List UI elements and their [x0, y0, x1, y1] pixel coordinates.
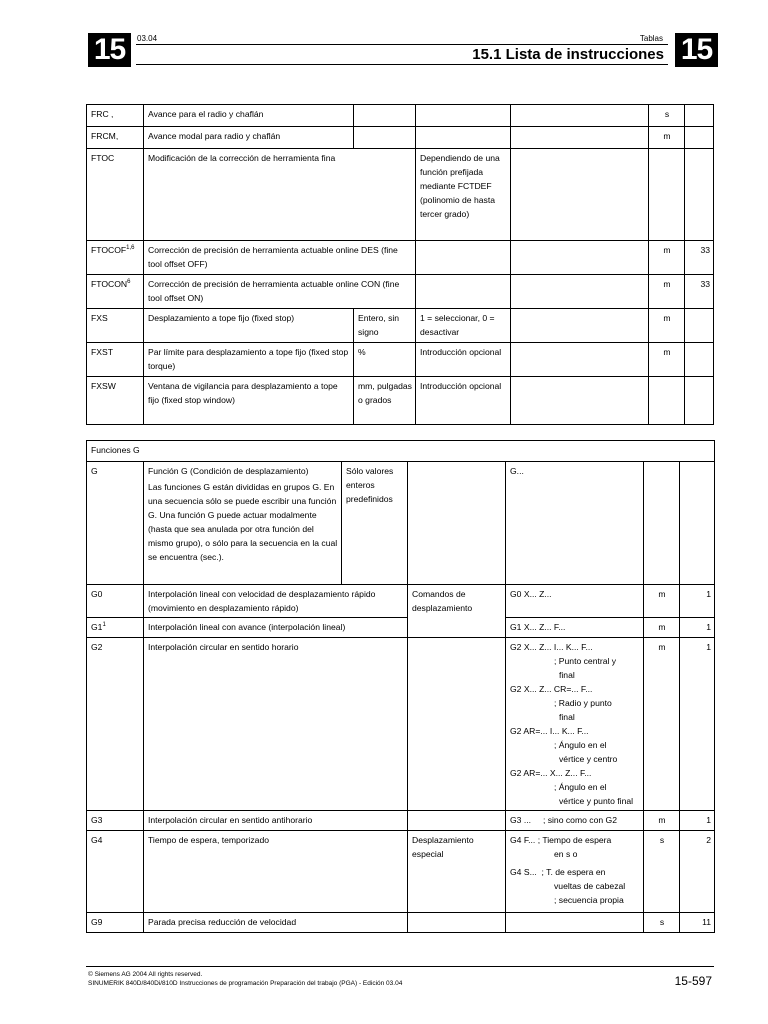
- instruction-prop: m: [644, 618, 680, 638]
- table-row: [87, 275, 714, 309]
- instruction-desc: Ventana de vigilancia para desplazamiento a tope fijo (fixed stop window): [144, 377, 354, 425]
- instruction-prop: m: [649, 241, 685, 275]
- instruction-name: G0: [87, 585, 144, 618]
- instruction-name: FXST: [87, 343, 144, 377]
- instruction-info: G2 X... Z... I... K... F... ; Punto central y final G2 X... Z... CR=... F... ; Radio y punto final G2 AR=... I... K... F... ; Ángulo en el vértice y centro G2 AR=... X... Z... F... ; Ángulo en el vértice y punto final: [506, 638, 644, 811]
- table-row: [87, 638, 715, 811]
- instruction-group: 1: [680, 585, 715, 618]
- instruction-name: G2: [87, 638, 144, 811]
- instruction-prop: m: [649, 343, 685, 377]
- instruction-name: FXS: [87, 309, 144, 343]
- header-date: 03.04: [137, 34, 158, 43]
- instruction-values: Comandos de desplazamiento: [408, 585, 506, 638]
- instruction-type: Entero, sin signo: [354, 309, 416, 343]
- table-row: [87, 127, 714, 149]
- instruction-group: 1: [680, 638, 715, 811]
- instruction-name: FTOC: [87, 149, 144, 241]
- table-row: [87, 618, 715, 638]
- instruction-desc: Avance modal para radio y chaflán: [144, 127, 354, 149]
- header-rule-top: [136, 44, 668, 45]
- instruction-desc: [144, 462, 342, 585]
- instruction-values: 1 = seleccionar, 0 = desactivar: [416, 309, 511, 343]
- instruction-values: Introducción opcional: [416, 343, 511, 377]
- header-rule-bottom: [136, 64, 668, 65]
- instruction-desc: Parada precisa reducción de velocidad: [144, 913, 408, 933]
- instruction-desc: Corrección de precisión de herramienta actuable online DES (fine tool offset OFF): [144, 241, 416, 275]
- instruction-group: 2: [680, 831, 715, 913]
- chapter-number-left: 15: [88, 33, 131, 67]
- instruction-type: %: [354, 343, 416, 377]
- instruction-name: G9: [87, 913, 144, 933]
- table-row: [87, 377, 714, 425]
- instruction-desc: Tiempo de espera, temporizado: [144, 831, 408, 913]
- instruction-desc: Interpolación lineal con velocidad de desplazamiento rápido (movimiento en desplazamiento rápido): [144, 585, 408, 618]
- instruction-prop: s: [649, 105, 685, 127]
- instruction-info: G0 X... Z...: [506, 585, 644, 618]
- instruction-prop: m: [644, 585, 680, 618]
- instructions-table-1: [86, 104, 714, 425]
- table-row: [87, 811, 715, 831]
- instruction-desc: Avance para el radio y chaflán: [144, 105, 354, 127]
- instruction-group: 1: [680, 618, 715, 638]
- footer-copyright: © Siemens AG 2004 All rights reserved.: [88, 971, 203, 978]
- instruction-name: G4: [87, 831, 144, 913]
- instruction-desc: Modificación de la corrección de herramienta fina: [144, 149, 416, 241]
- instruction-prop: m: [644, 638, 680, 811]
- instruction-values: Introducción opcional: [416, 377, 511, 425]
- table-row: [87, 913, 715, 933]
- instruction-name: FTOCOF$^{1,6}$: [87, 241, 144, 275]
- instruction-desc: Par límite para desplazamiento a tope fijo (fixed stop torque): [144, 343, 354, 377]
- table-row: [87, 241, 714, 275]
- table-row: [87, 105, 714, 127]
- instruction-name: G3: [87, 811, 144, 831]
- page-title: 15.1 Lista de instrucciones: [472, 46, 664, 63]
- section-title: Funciones G: [87, 441, 715, 462]
- instruction-name: $G1^1$: [87, 618, 144, 638]
- table-row: [87, 149, 714, 241]
- chapter-number-right: 15: [675, 33, 718, 67]
- table-row: [87, 831, 715, 913]
- instruction-name: FRCM,: [87, 127, 144, 149]
- instruction-desc: Desplazamiento a tope fijo (fixed stop): [144, 309, 354, 343]
- instruction-values: Desplazamiento especial: [408, 831, 506, 913]
- table-row: [87, 585, 715, 618]
- desc-body: Las funciones G están divididas en grupos G. En una secuencia sólo se puede escribir una función G. Una función G puede actuar modalmente (hasta que sea anulada por otra función del mismo grupo), o sólo para la secuencia en la cual se encuentra (sec.).: [148, 482, 338, 562]
- instruction-group: 33: [685, 241, 714, 275]
- instruction-group: 1: [680, 811, 715, 831]
- g-functions-table: [86, 440, 715, 933]
- instruction-prop: m: [644, 811, 680, 831]
- instruction-desc: Corrección de precisión de herramienta actuable online CON (fine tool offset ON): [144, 275, 416, 309]
- instruction-name: FRC ,: [87, 105, 144, 127]
- instruction-values: Dependiendo de una función prefijada mediante FCTDEF (polinomio de hasta tercer grado): [416, 149, 511, 241]
- footer-rule: [86, 966, 714, 967]
- instruction-prop: s: [644, 831, 680, 913]
- instruction-desc: Interpolación circular en sentido horario: [144, 638, 408, 811]
- footer-publication: SINUMERIK 840D/840Di/810D Instrucciones de programación Preparación del trabajo (PGA) - Edición 03.04: [88, 980, 403, 987]
- instruction-name: G: [87, 462, 144, 585]
- instruction-info: G1 X... Z... F...: [506, 618, 644, 638]
- page-number: 15-597: [674, 974, 712, 988]
- section-header-row: [87, 441, 715, 462]
- instruction-prop: m: [649, 275, 685, 309]
- instruction-type: mm, pulgadas o grados: [354, 377, 416, 425]
- instruction-info: G4 F... ; Tiempo de espera en s o G4 S... ; T. de espera en vueltas de cabezal ; secuencia propia: [506, 831, 644, 913]
- instruction-prop: s: [644, 913, 680, 933]
- instruction-group: 11: [680, 913, 715, 933]
- instruction-prop: m: [649, 127, 685, 149]
- header-section: Tablas: [639, 34, 663, 43]
- instruction-prop: m: [649, 309, 685, 343]
- desc-title: Función G (Condición de desplazamiento): [148, 466, 309, 476]
- instruction-info: G3 ... ; sino como con G2: [506, 811, 644, 831]
- table-row: [87, 309, 714, 343]
- table-row: [87, 462, 715, 585]
- instruction-name: FTOCON$^6$: [87, 275, 144, 309]
- table-row: [87, 343, 714, 377]
- instruction-desc: Interpolación lineal con avance (interpolación lineal): [144, 618, 408, 638]
- instruction-name: FXSW: [87, 377, 144, 425]
- instruction-info: G...: [506, 462, 644, 585]
- instruction-desc: Interpolación circular en sentido antihorario: [144, 811, 408, 831]
- instruction-type: Sólo valores enteros predefinidos: [342, 462, 408, 585]
- instruction-group: 33: [685, 275, 714, 309]
